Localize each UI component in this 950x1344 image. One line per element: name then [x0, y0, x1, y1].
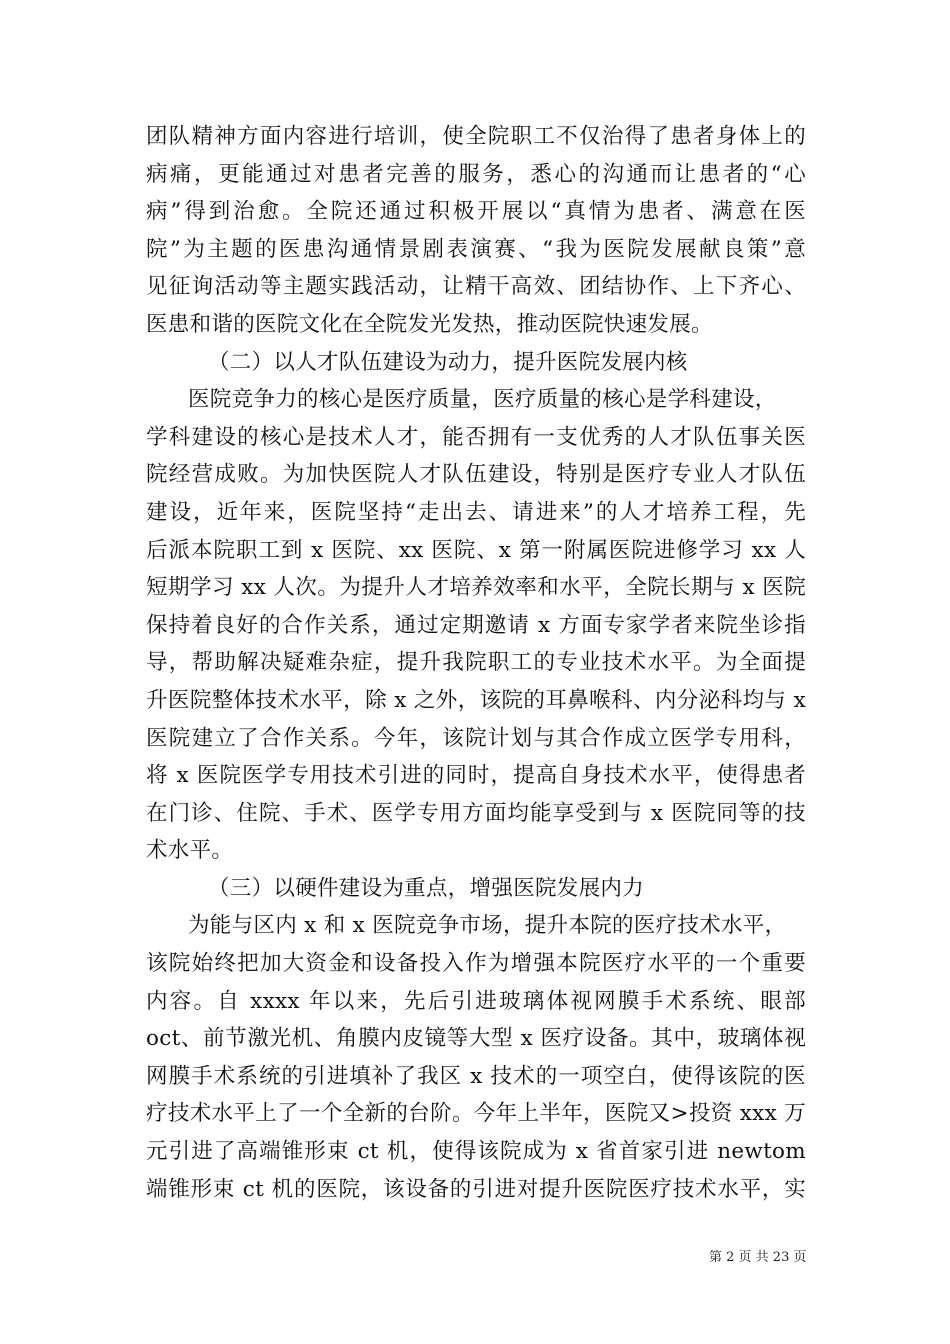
text-line: 学科建设的核心是技术人才，能否拥有一支优秀的人才队伍事关医	[146, 424, 806, 450]
text-line: 见征询活动等主题实践活动，让精干高效、团结协作、上下齐心、	[146, 274, 806, 300]
text-line: 导，帮助解决疑难杂症，提升我院职工的专业技术水平。为全面提	[146, 650, 806, 676]
text-line: 元引进了高端锥形束 ct 机，使得该院成为 x 省首家引进 newtom	[146, 1139, 806, 1165]
text-line: 疗技术水平上了一个全新的台阶。今年上半年，医院又>投资 xxx 万	[146, 1101, 806, 1127]
text-line: 保持着良好的合作关系，通过定期邀请 x 方面专家学者来院坐诊指	[146, 612, 806, 638]
text-line: 医患和谐的医院文化在全院发光发热，推动医院快速发展。	[146, 311, 713, 337]
text-line: 院经营成败。为加快医院人才队伍建设，特别是医疗专业人才队伍	[146, 462, 806, 488]
text-line: 后派本院职工到 x 医院、xx 医院、x 第一附属医院进修学习 xx 人	[146, 537, 806, 563]
text-line: 在门诊、住院、手术、医学专用方面均能享受到与 x 医院同等的技	[146, 800, 806, 826]
text-line: 团队精神方面内容进行培训，使全院职工不仅治得了患者身体上的	[146, 124, 806, 149]
text-line: 内容。自 xxxx 年以来，先后引进玻璃体视网膜手术系统、眼部	[146, 988, 806, 1014]
text-line: 为能与区内 x 和 x 医院竞争市场，提升本院的医疗技术水平，	[188, 913, 787, 939]
text-line: 术水平。	[146, 838, 234, 864]
text-line: 短期学习 xx 人次。为提升人才培养效率和水平，全院长期与 x 医院	[146, 575, 806, 601]
text-line: oct、前节激光机、角膜内皮镜等大型 x 医疗设备。其中，玻璃体视	[146, 1026, 806, 1052]
text-line: 升医院整体技术水平，除 x 之外，该院的耳鼻喉科、内分泌科均与 x	[146, 687, 806, 713]
text-line: 建设，近年来，医院坚持“走出去、请进来”的人才培养工程，先	[146, 499, 806, 525]
section-heading: （二）以人才队伍建设为动力，提升医院发展内核	[208, 349, 688, 375]
text-line: 医院竞争力的核心是医疗质量，医疗质量的核心是学科建设，	[188, 387, 777, 413]
section-heading: （三）以硬件建设为重点，增强医院发展内力	[208, 875, 645, 901]
text-line: 网膜手术系统的引进填补了我区 x 技术的一项空白，使得该院的医	[146, 1063, 806, 1089]
text-line: 院”为主题的医患沟通情景剧表演赛、“我为医院发展献良策”意	[146, 236, 806, 262]
text-line: 医院建立了合作关系。今年，该院计划与其合作成立医学专用科，	[146, 725, 806, 751]
page-number-label: 第 2 页 共 23 页	[709, 1250, 807, 1265]
text-line: 病”得到治愈。全院还通过积极开展以“真情为患者、满意在医	[146, 199, 806, 225]
text-line: 将 x 医院医学专用技术引进的同时，提高自身技术水平，使得患者	[146, 763, 806, 789]
document-body	[146, 118, 806, 1208]
text-line: 该院始终把加大资金和设备投入作为增强本院医疗水平的一个重要	[146, 951, 806, 977]
text-line: 端锥形束 ct 机的医院，该设备的引进对提升医院医疗技术水平，实	[146, 1176, 806, 1202]
text-line: 病痛，更能通过对患者完善的服务，悉心的沟通而让患者的“心	[146, 161, 806, 187]
